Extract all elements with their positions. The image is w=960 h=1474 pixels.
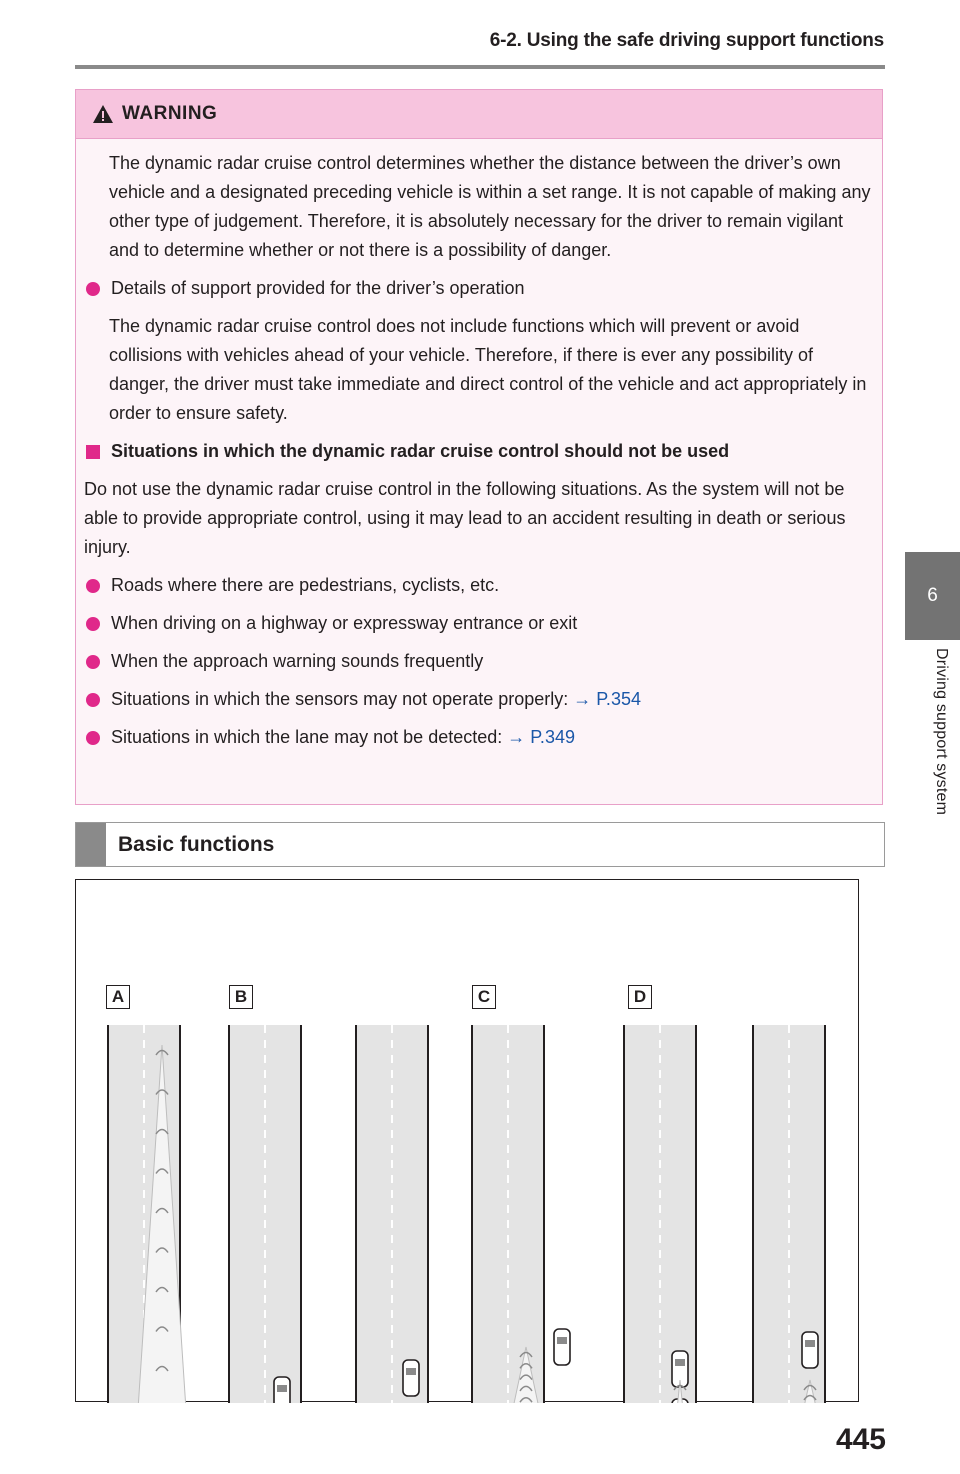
vehicle bbox=[554, 1329, 570, 1365]
bullet-dot-icon bbox=[86, 731, 100, 745]
header-rule bbox=[75, 65, 885, 69]
vehicle-window bbox=[675, 1359, 685, 1366]
situations-text: Do not use the dynamic radar cruise control in the following situations. As the system will not be able to provide appropriate control, using it may lead to an accident resulting in death or serious injury. bbox=[84, 479, 846, 557]
basic-functions-figure bbox=[75, 879, 859, 1402]
list-item-text: When the approach warning sounds frequently bbox=[111, 651, 484, 671]
list-item-text: Situations in which the lane may not be detected: bbox=[111, 727, 508, 747]
figure-label-b: B bbox=[229, 985, 253, 1009]
bullet-dot-icon bbox=[86, 579, 100, 593]
figure-label-a: A bbox=[106, 985, 130, 1009]
vehicle-window bbox=[406, 1368, 416, 1375]
page-number: 445 bbox=[835, 1423, 886, 1456]
list-item bbox=[84, 609, 872, 638]
bullet-dot-icon bbox=[86, 693, 100, 707]
section-heading-bar bbox=[75, 822, 885, 867]
vehicle bbox=[802, 1332, 818, 1368]
chapter-number: 6 bbox=[927, 585, 938, 606]
section-heading-block bbox=[76, 823, 106, 866]
section-heading-text: Basic functions bbox=[118, 832, 275, 856]
chapter-title: Driving support system bbox=[933, 648, 950, 816]
list-item-text: Roads where there are pedestrians, cyclists, etc. bbox=[111, 575, 500, 595]
figure-label-d: D bbox=[628, 985, 652, 1009]
list-item-text: Situations in which the sensors may not operate properly: bbox=[111, 689, 574, 709]
page-link-349[interactable]: → P.349 bbox=[507, 727, 575, 747]
figure-label-c: C bbox=[472, 985, 496, 1009]
vehicle-window bbox=[277, 1385, 287, 1392]
warning-label: WARNING bbox=[122, 103, 218, 124]
warning-triangle-icon bbox=[92, 104, 114, 124]
bullet-support-text: Details of support provided for the driver’s operation bbox=[111, 278, 525, 298]
vehicle-window bbox=[557, 1337, 567, 1344]
bullet-support bbox=[84, 274, 872, 303]
warning-intro: The dynamic radar cruise control determines whether the distance between the driver’s own vehicle and a designated preceding vehicle is within a set range. It is not capable of making any other type of judgement. Therefore, it is absolutely necessary for the driver to remain vigilant and to determine whether or not there is a possibility of danger. bbox=[109, 153, 871, 260]
list-item bbox=[84, 723, 872, 752]
bullet-dot-icon bbox=[86, 617, 100, 631]
warning-header bbox=[76, 90, 882, 139]
bullet-dot-icon bbox=[86, 282, 100, 296]
support-text: The dynamic radar cruise control does not include functions which will prevent or avoid collisions with vehicles ahead of your vehicle. Therefore, if there is ever any possibility of danger, the driver must take immediate and direct control of the vehicle and act appropriately in order to ensure safety. bbox=[109, 316, 867, 423]
square-bullet-icon bbox=[86, 445, 100, 459]
subheading-text: Situations in which the dynamic radar cruise control should not be used bbox=[111, 441, 730, 461]
list-item bbox=[84, 571, 872, 600]
vehicle bbox=[403, 1360, 419, 1396]
list-item-text: When driving on a highway or expressway entrance or exit bbox=[111, 613, 578, 633]
vehicle-window bbox=[805, 1340, 815, 1347]
chapter-tab[interactable] bbox=[905, 552, 960, 640]
bullet-dot-icon bbox=[86, 655, 100, 669]
warning-box bbox=[75, 89, 883, 805]
section-header-title: 6-2. Using the safe driving support functions bbox=[489, 30, 884, 51]
page-link-354[interactable]: → P.354 bbox=[573, 689, 641, 709]
list-item bbox=[84, 647, 872, 676]
subheading bbox=[84, 437, 872, 466]
warning-body bbox=[76, 139, 882, 752]
list-item bbox=[84, 685, 872, 714]
figure-illustration bbox=[76, 880, 860, 1403]
